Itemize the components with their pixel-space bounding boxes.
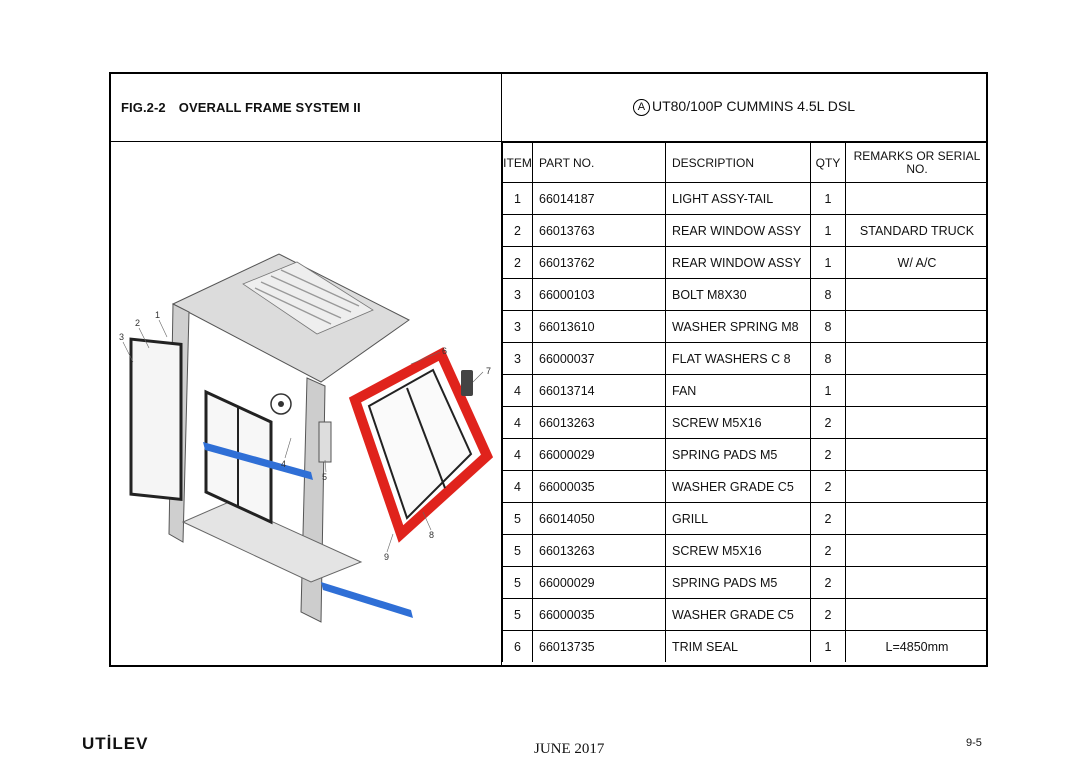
cell-remarks bbox=[846, 343, 989, 375]
cell-description: WASHER GRADE C5 bbox=[666, 599, 811, 631]
cab-rear-pillar bbox=[301, 378, 328, 622]
cell-description: REAR WINDOW ASSY bbox=[666, 247, 811, 279]
cell-remarks bbox=[846, 279, 989, 311]
cell-remarks bbox=[846, 567, 989, 599]
table-row bbox=[503, 215, 989, 247]
exploded-view-illustration bbox=[111, 142, 502, 667]
cell-item: 3 bbox=[503, 311, 533, 343]
cell-item: 5 bbox=[503, 503, 533, 535]
table-row bbox=[503, 375, 989, 407]
cell-item: 2 bbox=[503, 215, 533, 247]
table-row bbox=[503, 279, 989, 311]
cell-description: BOLT M8X30 bbox=[666, 279, 811, 311]
rear-window bbox=[131, 339, 181, 499]
cell-remarks bbox=[846, 375, 989, 407]
callout-5: 5 bbox=[322, 472, 328, 482]
col-part-no: PART NO. bbox=[533, 143, 666, 183]
cell-part-no: 66000035 bbox=[533, 599, 666, 631]
table-row bbox=[503, 343, 989, 375]
callout-8: 8 bbox=[429, 530, 435, 540]
table-row bbox=[503, 471, 989, 503]
cell-remarks bbox=[846, 503, 989, 535]
cell-item: 4 bbox=[503, 471, 533, 503]
cell-part-no: 66013263 bbox=[533, 535, 666, 567]
cell-item: 1 bbox=[503, 183, 533, 215]
cell-part-no: 66000035 bbox=[533, 471, 666, 503]
cell-qty: 2 bbox=[811, 535, 846, 567]
cell-item: 5 bbox=[503, 535, 533, 567]
table-row bbox=[503, 311, 989, 343]
cell-qty: 2 bbox=[811, 567, 846, 599]
cell-item: 3 bbox=[503, 279, 533, 311]
cell-part-no: 66014187 bbox=[533, 183, 666, 215]
table-row bbox=[503, 631, 989, 663]
parts-sheet bbox=[109, 72, 988, 667]
cell-part-no: 66013610 bbox=[533, 311, 666, 343]
table-row bbox=[503, 439, 989, 471]
callout-9: 9 bbox=[384, 552, 390, 562]
cell-qty: 2 bbox=[811, 471, 846, 503]
cell-description: SPRING PADS M5 bbox=[666, 439, 811, 471]
cell-part-no: 66014050 bbox=[533, 503, 666, 535]
cell-qty: 1 bbox=[811, 375, 846, 407]
cell-remarks bbox=[846, 599, 989, 631]
side-mirror bbox=[461, 370, 473, 396]
table-row bbox=[503, 535, 989, 567]
callout-4: 4 bbox=[281, 459, 287, 469]
table-row bbox=[503, 503, 989, 535]
figure-header bbox=[111, 74, 502, 142]
cell-qty: 2 bbox=[811, 439, 846, 471]
cell-item: 3 bbox=[503, 343, 533, 375]
cell-item: 4 bbox=[503, 375, 533, 407]
cell-description: SPRING PADS M5 bbox=[666, 567, 811, 599]
cell-description: TRIM SEAL bbox=[666, 631, 811, 663]
figure-name: OVERALL FRAME SYSTEM II bbox=[178, 100, 361, 115]
table-row bbox=[503, 407, 989, 439]
figure-number: FIG.2-2 bbox=[121, 100, 166, 115]
grill bbox=[319, 422, 331, 462]
col-description: DESCRIPTION bbox=[666, 143, 811, 183]
cell-qty: 8 bbox=[811, 343, 846, 375]
table-row bbox=[503, 247, 989, 279]
cell-remarks: STANDARD TRUCK bbox=[846, 215, 989, 247]
table-row bbox=[503, 183, 989, 215]
cell-remarks bbox=[846, 535, 989, 567]
figure-title bbox=[121, 100, 361, 115]
cell-part-no: 66000029 bbox=[533, 439, 666, 471]
cell-remarks bbox=[846, 183, 989, 215]
callout-1: 1 bbox=[155, 310, 161, 320]
callout-3: 3 bbox=[119, 332, 125, 342]
table-row bbox=[503, 567, 989, 599]
cell-part-no: 66013714 bbox=[533, 375, 666, 407]
model-name: UT80/100P CUMMINS 4.5L DSL bbox=[651, 98, 856, 114]
cab-exploded-diagram bbox=[111, 142, 500, 667]
cell-part-no: 66000103 bbox=[533, 279, 666, 311]
cell-remarks: W/ A/C bbox=[846, 247, 989, 279]
cell-item: 6 bbox=[503, 631, 533, 663]
parts-table bbox=[502, 142, 988, 662]
callout-6: 6 bbox=[442, 346, 448, 356]
cell-description: LIGHT ASSY-TAIL bbox=[666, 183, 811, 215]
cell-description: SCREW M5X16 bbox=[666, 535, 811, 567]
cell-remarks bbox=[846, 471, 989, 503]
footer-date: JUNE 2017 bbox=[534, 741, 605, 757]
cell-qty: 2 bbox=[811, 599, 846, 631]
col-remarks: REMARKS OR SERIAL NO. bbox=[846, 143, 989, 183]
cell-remarks bbox=[846, 407, 989, 439]
cell-qty: 8 bbox=[811, 279, 846, 311]
cell-qty: 8 bbox=[811, 311, 846, 343]
cell-part-no: 66000037 bbox=[533, 343, 666, 375]
parts-table-body bbox=[503, 183, 989, 663]
cell-item: 4 bbox=[503, 407, 533, 439]
cell-part-no: 66013263 bbox=[533, 407, 666, 439]
col-item: ITEM bbox=[503, 143, 533, 183]
cell-description: GRILL bbox=[666, 503, 811, 535]
table-header-row bbox=[503, 143, 989, 183]
cell-part-no: 66000029 bbox=[533, 567, 666, 599]
model-marker: A bbox=[633, 99, 650, 116]
cell-remarks bbox=[846, 311, 989, 343]
cell-description: REAR WINDOW ASSY bbox=[666, 215, 811, 247]
cell-part-no: 66013762 bbox=[533, 247, 666, 279]
model-label bbox=[633, 98, 855, 116]
callout-7: 7 bbox=[486, 366, 492, 376]
cell-item: 4 bbox=[503, 439, 533, 471]
blue-beam-lower bbox=[321, 582, 413, 618]
cell-qty: 1 bbox=[811, 215, 846, 247]
cell-description: FAN bbox=[666, 375, 811, 407]
cell-qty: 2 bbox=[811, 503, 846, 535]
cell-item: 5 bbox=[503, 567, 533, 599]
table-row bbox=[503, 599, 989, 631]
cell-qty: 1 bbox=[811, 631, 846, 663]
cell-description: WASHER SPRING M8 bbox=[666, 311, 811, 343]
cell-item: 2 bbox=[503, 247, 533, 279]
cell-item: 5 bbox=[503, 599, 533, 631]
cell-description: WASHER GRADE C5 bbox=[666, 471, 811, 503]
page-number: 9-5 bbox=[966, 737, 982, 749]
cell-remarks: L=4850mm bbox=[846, 631, 989, 663]
cell-part-no: 66013763 bbox=[533, 215, 666, 247]
col-qty: QTY bbox=[811, 143, 846, 183]
utilev-logo: UTİLEV bbox=[82, 734, 149, 753]
cell-qty: 2 bbox=[811, 407, 846, 439]
cell-description: FLAT WASHERS C 8 bbox=[666, 343, 811, 375]
callout-2: 2 bbox=[135, 318, 141, 328]
cell-qty: 1 bbox=[811, 247, 846, 279]
cell-qty: 1 bbox=[811, 183, 846, 215]
cell-part-no: 66013735 bbox=[533, 631, 666, 663]
model-header bbox=[502, 74, 986, 142]
cell-remarks bbox=[846, 439, 989, 471]
cell-description: SCREW M5X16 bbox=[666, 407, 811, 439]
